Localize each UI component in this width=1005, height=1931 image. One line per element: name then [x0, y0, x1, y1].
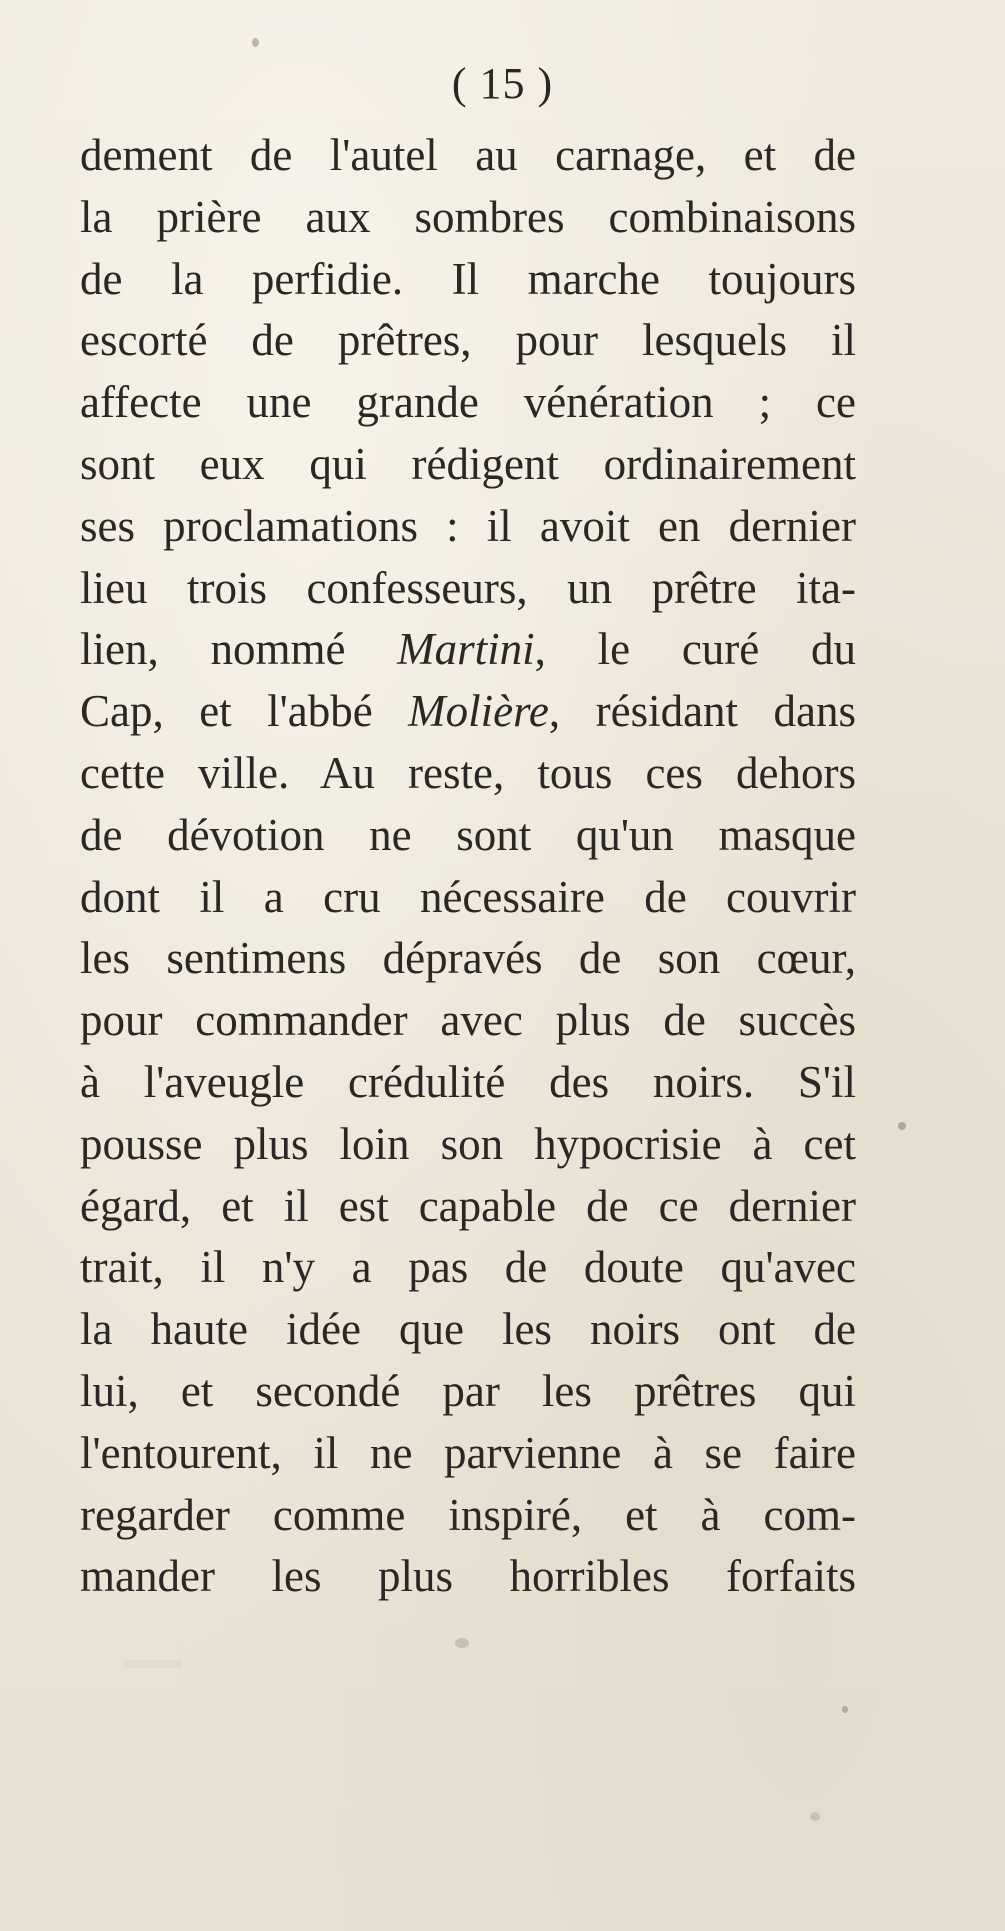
text-line: Cap, et l'abbé Molière, résidant dans: [80, 686, 856, 737]
paper-speck: [898, 1122, 906, 1130]
text-line: trait, il n'y a pas de doute qu'avec: [80, 1242, 856, 1293]
text-line: ses proclamations : il avoit en dernier: [80, 500, 856, 551]
text-line: à l'aveugle crédulité des noirs. S'il: [80, 1056, 856, 1107]
text-line: égard, et il est capable de ce dernier: [80, 1180, 856, 1231]
text-line: escorté de prêtres, pour lesquels il: [80, 315, 856, 366]
text-line: de la perfidie. Il marche toujours: [80, 253, 856, 304]
text-line: de dévotion ne sont qu'un masque: [80, 809, 856, 860]
text-line: cette ville. Au reste, tous ces dehors: [80, 747, 856, 798]
text-line: les sentimens dépravés de son cœur,: [80, 933, 856, 984]
paper-speck: [810, 1812, 820, 1821]
text-line: lieu trois confesseurs, un prêtre ita-: [80, 562, 856, 613]
text-line: la prière aux sombres combinaisons: [80, 191, 856, 242]
paper-speck: [455, 1638, 469, 1648]
text-line: lien, nommé Martini, le curé du: [80, 624, 856, 675]
text-line: mander les plus horribles forfaits: [80, 1551, 856, 1602]
text-line: sont eux qui rédigent ordinairement: [80, 438, 856, 489]
text-line: dement de l'autel au carnage, et de: [80, 130, 856, 180]
text-line: l'entourent, il ne parvienne à se faire: [80, 1427, 856, 1478]
body-text: [80, 125, 856, 1608]
paper-speck: [842, 1706, 848, 1713]
text-line: regarder comme inspiré, et à com-: [80, 1489, 856, 1540]
text-line: affecte une grande vénération ; ce: [80, 377, 856, 428]
paper-speck: [252, 38, 259, 47]
text-line: dont il a cru nécessaire de couvrir: [80, 871, 856, 922]
text-line: la haute idée que les noirs ont de: [80, 1304, 856, 1355]
text-line: pousse plus loin son hypocrisie à cet: [80, 1118, 856, 1169]
text-line: lui, et secondé par les prêtres qui: [80, 1365, 856, 1416]
text-line: pour commander avec plus de succès: [80, 995, 856, 1046]
page-number: ( 15 ): [451, 59, 554, 108]
paper-speck: [123, 1660, 183, 1668]
